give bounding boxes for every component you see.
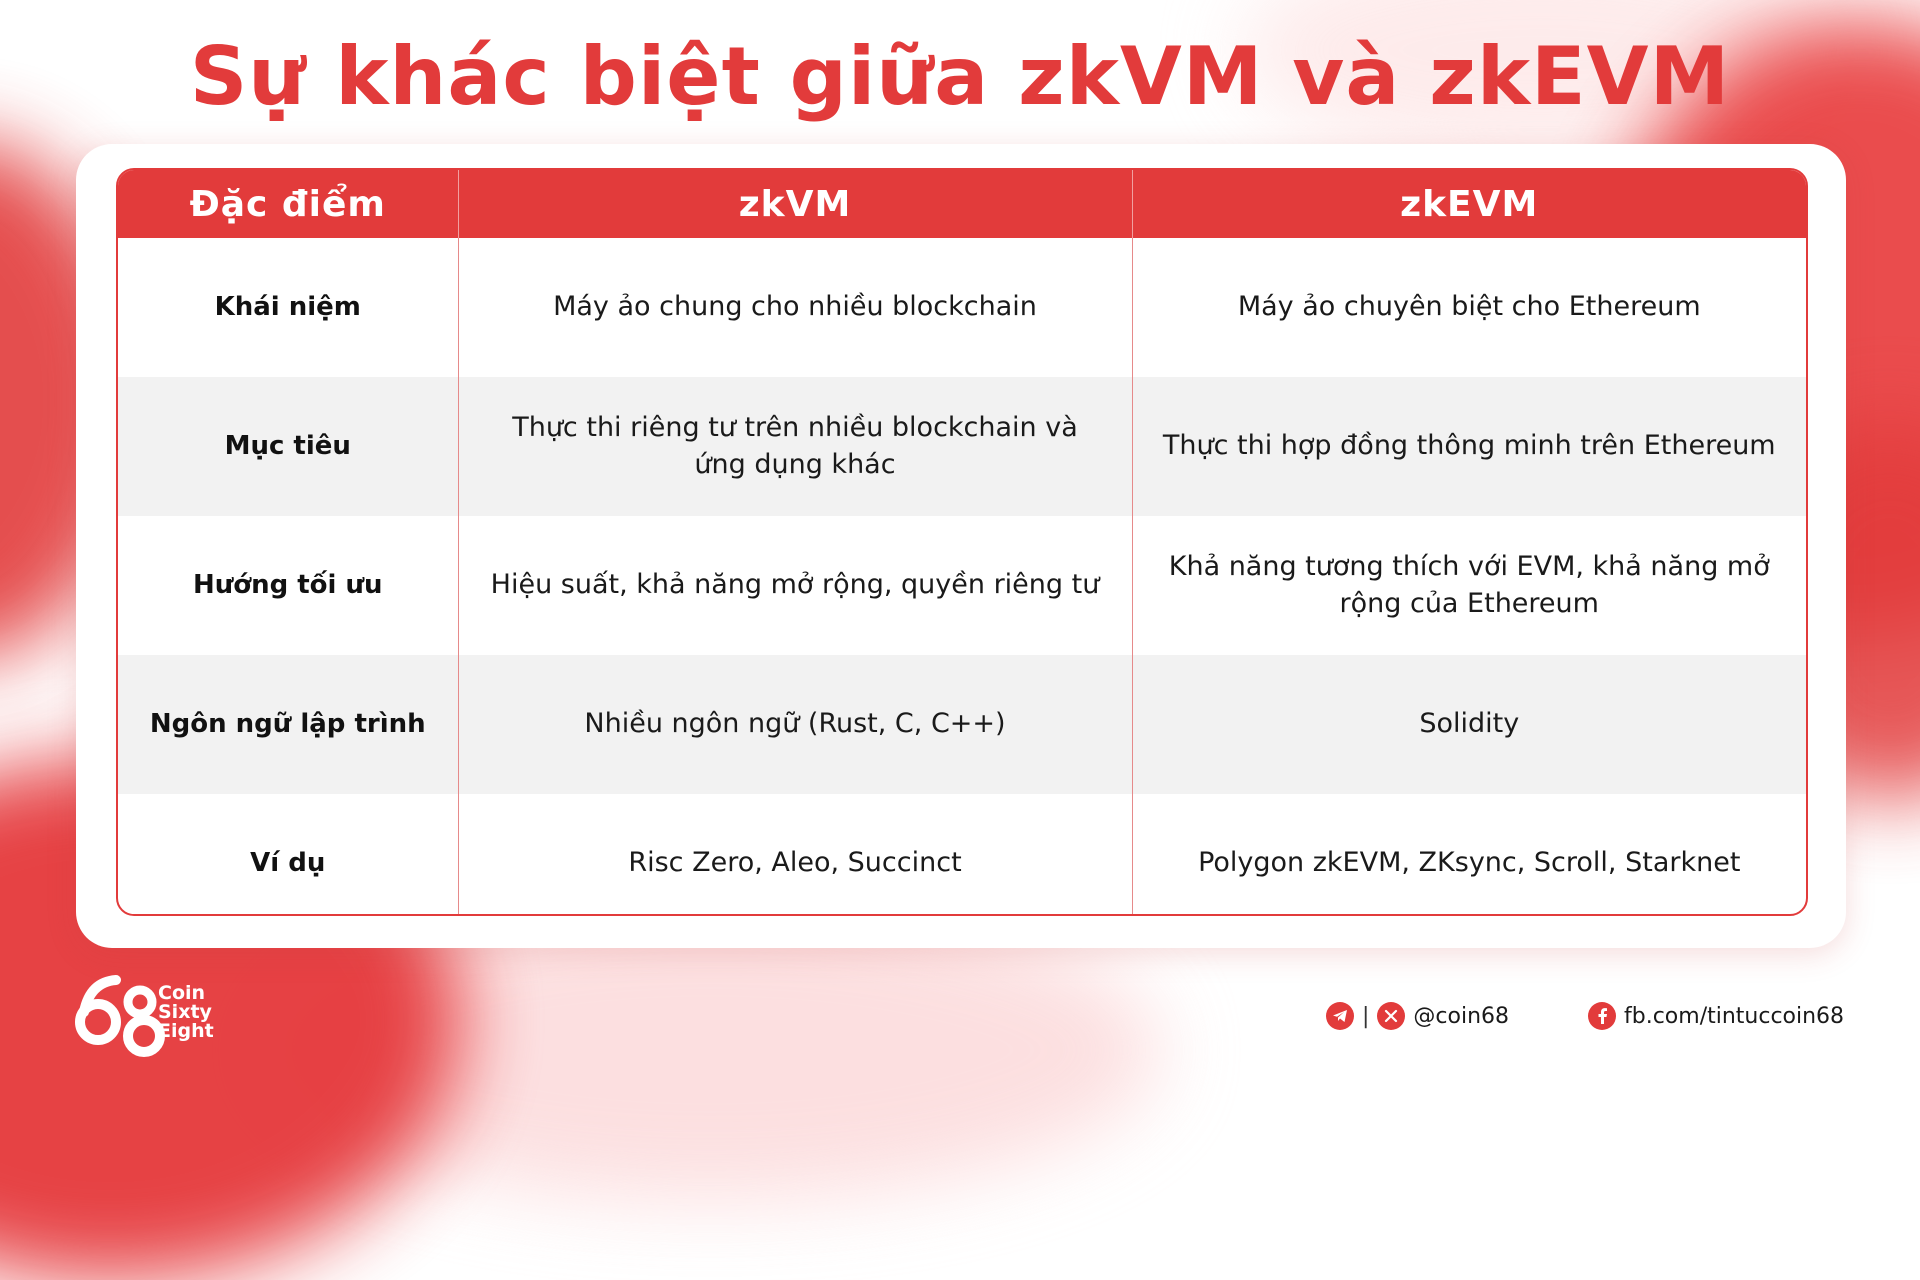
- page-title: Sự khác biệt giữa zkVM và zkEVM: [189, 30, 1731, 123]
- header-feature: Đặc điểm: [118, 170, 458, 238]
- social-handle[interactable]: [1326, 1000, 1509, 1032]
- comparison-table-frame: [116, 168, 1808, 916]
- row-feature: Ngôn ngữ lập trình: [118, 655, 458, 794]
- facebook-link[interactable]: [1588, 1000, 1844, 1032]
- comparison-card: [76, 144, 1846, 948]
- table-row: [118, 238, 1806, 377]
- row-zkevm-cell: Solidity: [1132, 655, 1806, 794]
- table-row: [118, 794, 1806, 916]
- row-zkevm-cell: Khả năng tương thích với EVM, khả năng mở rộng của Ethereum: [1132, 516, 1806, 655]
- header-zkvm: zkVM: [458, 170, 1132, 238]
- row-feature: Ví dụ: [250, 847, 326, 878]
- logo-wordmark: [158, 984, 214, 1041]
- row-zkevm-cell: Máy ảo chuyên biệt cho Ethereum: [1132, 238, 1806, 377]
- social-handle-text[interactable]: @coin68: [1413, 1003, 1510, 1029]
- table-row: [118, 377, 1806, 516]
- table-header-row: [118, 170, 1806, 238]
- facebook-icon[interactable]: [1588, 1002, 1616, 1030]
- row-zkvm-cell: Hiệu suất, khả năng mở rộng, quyền riêng tư: [458, 516, 1132, 655]
- logo-line: Sixty: [158, 1001, 212, 1023]
- row-feature: Mục tiêu: [118, 377, 458, 516]
- facebook-link-text[interactable]: fb.com/tintuccoin68: [1624, 1003, 1845, 1029]
- row-zkvm-cell: Nhiều ngôn ngữ (Rust, C, C++): [458, 655, 1132, 794]
- logo-line: Eight: [158, 1020, 214, 1042]
- comparison-table: [118, 170, 1806, 916]
- table-row: [118, 516, 1806, 655]
- row-feature: Hướng tối ưu: [192, 569, 383, 600]
- header-zkevm: zkEVM: [1132, 170, 1806, 238]
- x-icon[interactable]: [1377, 1002, 1405, 1030]
- row-zkevm-cell: Polygon zkEVM, ZKsync, Scroll, Starknet: [1132, 794, 1806, 916]
- row-zkvm-cell: Risc Zero, Aleo, Succinct: [458, 794, 1132, 916]
- row-zkvm-cell: Máy ảo chung cho nhiều blockchain: [458, 238, 1132, 377]
- row-feature: Khái niệm: [214, 291, 361, 322]
- table-row: [118, 655, 1806, 794]
- row-zkevm-cell: Thực thi hợp đồng thông minh trên Ethereum: [1132, 377, 1806, 516]
- row-zkvm-cell: Thực thi riêng tư trên nhiều blockchain và ứng dụng khác: [458, 377, 1132, 516]
- telegram-icon[interactable]: [1326, 1002, 1354, 1030]
- coin68-logo: [72, 972, 242, 1062]
- separator: |: [1362, 1003, 1370, 1029]
- logo-line: Coin: [158, 982, 206, 1004]
